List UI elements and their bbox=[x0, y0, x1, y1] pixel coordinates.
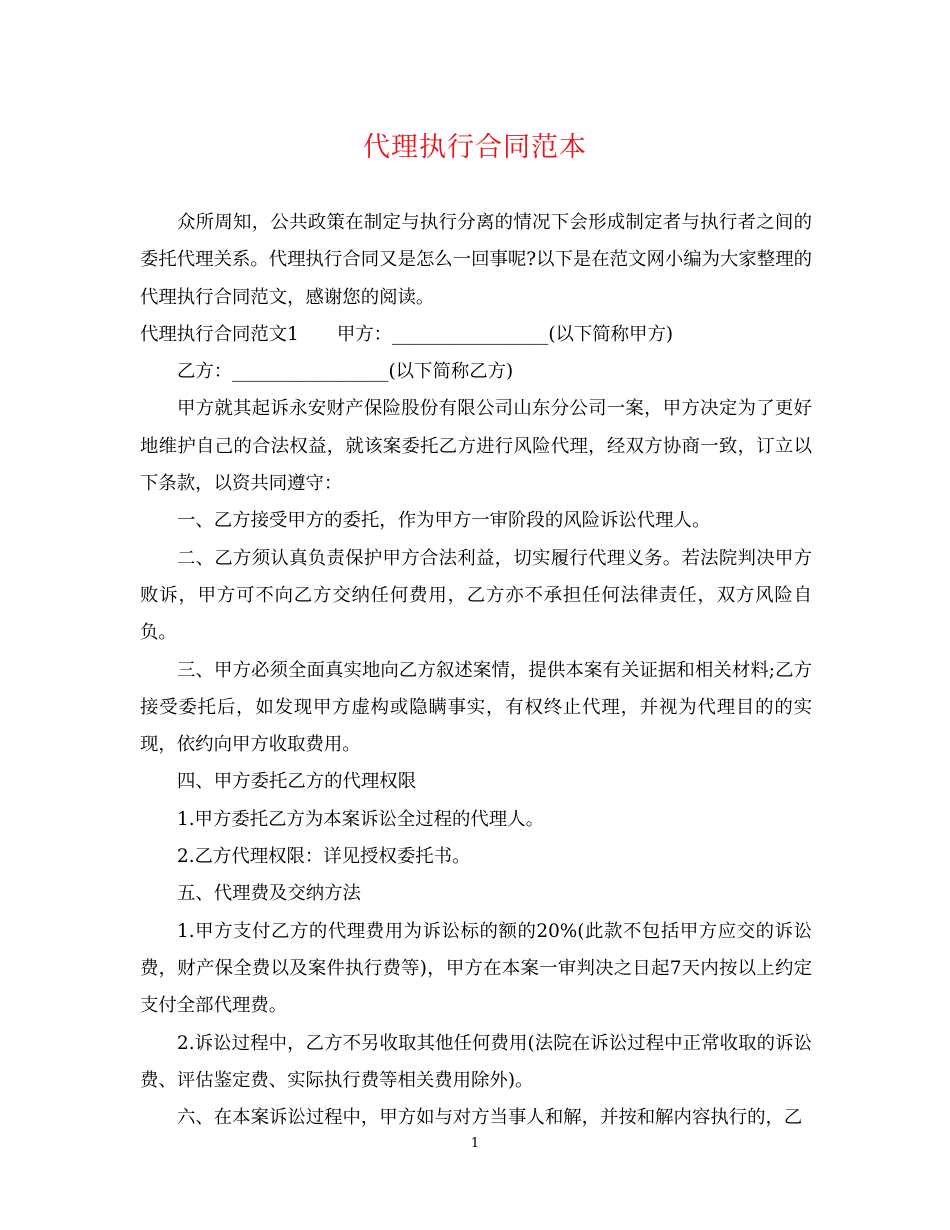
clause-3: 三、甲方必须全面真实地向乙方叙述案情，提供本案有关证据和相关材料;乙方接受委托后，如发现甲方虚构或隐瞒事实，有权终止代理，并视为代理目的的实现，依约向甲方收取费用。 bbox=[140, 659, 812, 756]
preamble-paragraph: 甲方就其起诉永安财产保险股份有限公司山东分公司一案，甲方决定为了更好地维护自己的合法权益，就该案委托乙方进行风险代理，经双方协商一致，订立以下条款，以资共同遵守： bbox=[140, 398, 812, 495]
clause-6: 六、在本案诉讼过程中，甲方如与对方当事人和解，并按和解内容执行的，乙 bbox=[177, 1107, 803, 1129]
sample-heading: 代理执行合同范文1 bbox=[140, 323, 299, 345]
document-body bbox=[140, 204, 812, 1136]
clause-2: 二、乙方须认真负责保护甲方合法利益，切实履行代理义务。若法院判决甲方败诉，甲方可不向乙方交纳任何费用，乙方亦不承担任何法律责任，双方风险自负。 bbox=[140, 547, 812, 644]
clause-5-heading: 五、代理费及交纳方法 bbox=[177, 883, 361, 905]
party-b-line: 乙方：_________________(以下简称乙方) bbox=[177, 361, 514, 383]
intro-paragraph: 众所周知，公共政策在制定与执行分离的情况下会形成制定者与执行者之间的委托代理关系。代理执行合同又是怎么一回事呢?以下是在范文网小编为大家整理的代理执行合同范文，感谢您的阅读。 bbox=[140, 212, 812, 308]
clause-5-item-2: 2.诉讼过程中，乙方不另收取其他任何费用(法院在诉讼过程中正常收取的诉讼费、评估鉴定费、实际执行费等相关费用除外)。 bbox=[140, 1032, 812, 1091]
party-a-line bbox=[140, 316, 812, 353]
clause-4-item-2: 2.乙方代理权限：详见授权委托书。 bbox=[177, 846, 471, 868]
party-a-field: 甲方：_________________(以下简称甲方) bbox=[336, 323, 674, 345]
clause-4-item-1: 1.甲方委托乙方为本案诉讼全过程的代理人。 bbox=[177, 808, 544, 830]
clause-1: 一、乙方接受甲方的委托，作为甲方一审阶段的风险诉讼代理人。 bbox=[177, 510, 711, 532]
clause-5-item-1: 1.甲方支付乙方的代理费用为诉讼标的额的20%(此款不包括甲方应交的诉讼费，财产保全费以及案件执行费等)，甲方在本案一审判决之日起7天内按以上约定支付全部代理费。 bbox=[140, 920, 812, 1017]
document-title: 代理执行合同范本 bbox=[363, 132, 587, 163]
page-number: 1 bbox=[470, 1136, 480, 1151]
clause-4-heading: 四、甲方委托乙方的代理权限 bbox=[177, 771, 417, 793]
